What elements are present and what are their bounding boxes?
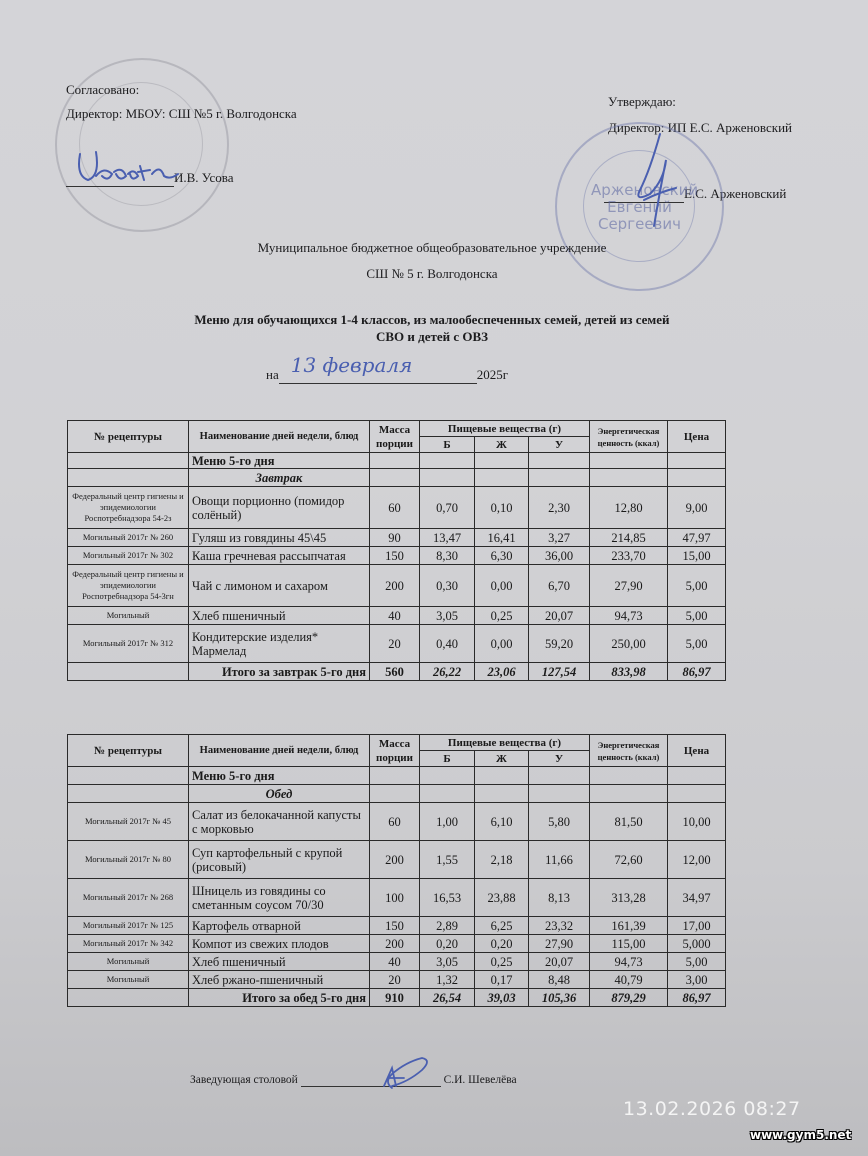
table-row: [68, 879, 726, 917]
recipe-source: Могильный 2017г № 302: [68, 547, 189, 565]
dish-name: Каша гречневая рассыпчатая: [189, 547, 370, 565]
energy-kcal: 161,39: [590, 917, 668, 935]
dish-name: Овощи порционно (помидор солёный): [189, 487, 370, 529]
approval-right-signatory: Е.С. Арженовский: [684, 186, 787, 201]
portion-mass: 200: [370, 841, 420, 879]
price: 5,00: [668, 953, 726, 971]
protein: 0,20: [420, 935, 475, 953]
portion-mass: 150: [370, 547, 420, 565]
portion-mass: 200: [370, 565, 420, 607]
date-line: [266, 353, 509, 384]
recipe-source: Могильный 2017г № 268: [68, 879, 189, 917]
recipe-source: Могильный: [68, 971, 189, 989]
footer-signatory: С.И. Шевелёва: [443, 1074, 517, 1086]
signature-sheveleva: [362, 1052, 432, 1094]
recipe-source: Могильный 2017г № 312: [68, 625, 189, 663]
total-price: 86,97: [668, 663, 726, 681]
approval-right-position: Директор: ИП Е.С. Арженовский: [608, 120, 792, 135]
recipe-source: Могильный 2017г № 45: [68, 803, 189, 841]
fat: 2,18: [475, 841, 529, 879]
portion-mass: 100: [370, 879, 420, 917]
fat: 6,30: [475, 547, 529, 565]
carbs: 3,27: [529, 529, 590, 547]
energy-kcal: 94,73: [590, 607, 668, 625]
approval-left-position: Директор: МБОУ: СШ №5 г. Волгодонска: [66, 106, 297, 121]
protein: 1,32: [420, 971, 475, 989]
recipe-source: Могильный 2017г № 80: [68, 841, 189, 879]
carbs: 8,48: [529, 971, 590, 989]
lunch-total-row: [68, 989, 726, 1007]
price: 9,00: [668, 487, 726, 529]
protein: 16,53: [420, 879, 475, 917]
total-label: Итого за завтрак 5-го дня: [189, 663, 370, 681]
carbs: 5,80: [529, 803, 590, 841]
header-dish: Наименование дней недели, блюд: [189, 735, 370, 767]
header-mass: Масса порции: [370, 735, 420, 767]
protein: 0,30: [420, 565, 475, 607]
footer-role: Заведующая столовой: [190, 1074, 298, 1086]
protein: 0,70: [420, 487, 475, 529]
total-zh: 39,03: [475, 989, 529, 1007]
portion-mass: 60: [370, 803, 420, 841]
header-b: Б: [420, 751, 475, 767]
total-energy: 879,29: [590, 989, 668, 1007]
price: 17,00: [668, 917, 726, 935]
protein: 2,89: [420, 917, 475, 935]
recipe-source: Могильный: [68, 953, 189, 971]
recipe-source: Федеральный центр гигиены и эпидемиологии Роспотребнадзора 54-2з: [68, 487, 189, 529]
fat: 0,00: [475, 565, 529, 607]
price: 12,00: [668, 841, 726, 879]
protein: 8,30: [420, 547, 475, 565]
table-row: [68, 529, 726, 547]
energy-kcal: 250,00: [590, 625, 668, 663]
price: 10,00: [668, 803, 726, 841]
meal-title-breakfast: Завтрак: [189, 469, 370, 487]
price: 47,97: [668, 529, 726, 547]
energy-kcal: 27,90: [590, 565, 668, 607]
energy-kcal: 40,79: [590, 971, 668, 989]
fat: 16,41: [475, 529, 529, 547]
document-title-line-2: СВО и детей с ОВЗ: [375, 329, 489, 344]
total-energy: 833,98: [590, 663, 668, 681]
price: 5,00: [668, 625, 726, 663]
fat: 0,25: [475, 953, 529, 971]
total-label: Итого за обед 5-го дня: [189, 989, 370, 1007]
header-u: У: [529, 437, 590, 453]
breakfast-rows: [68, 487, 726, 663]
photo-timestamp: 13.02.2026 08:27: [623, 1098, 801, 1120]
total-mass: 910: [370, 989, 420, 1007]
table-row: [68, 953, 726, 971]
portion-mass: 60: [370, 487, 420, 529]
fat: 0,20: [475, 935, 529, 953]
carbs: 6,70: [529, 565, 590, 607]
carbs: 20,07: [529, 607, 590, 625]
header-energy: Энергетическая ценность (ккал): [590, 735, 668, 767]
energy-kcal: 81,50: [590, 803, 668, 841]
energy-kcal: 72,60: [590, 841, 668, 879]
recipe-source: Могильный 2017г № 342: [68, 935, 189, 953]
price: 5,000: [668, 935, 726, 953]
price: 5,00: [668, 565, 726, 607]
energy-kcal: 214,85: [590, 529, 668, 547]
fat: 6,10: [475, 803, 529, 841]
table-row: [68, 607, 726, 625]
protein: 3,05: [420, 607, 475, 625]
recipe-source: Федеральный центр гигиены и эпидемиологии Роспотребнадзора 54-3гн: [68, 565, 189, 607]
table-row: [68, 487, 726, 529]
table-row: [68, 803, 726, 841]
protein: 1,00: [420, 803, 475, 841]
fat: 0,17: [475, 971, 529, 989]
recipe-source: Могильный 2017г № 125: [68, 917, 189, 935]
energy-kcal: 94,73: [590, 953, 668, 971]
header-u: У: [529, 751, 590, 767]
lunch-rows: [68, 803, 726, 989]
header-price: Цена: [668, 735, 726, 767]
total-mass: 560: [370, 663, 420, 681]
energy-kcal: 313,28: [590, 879, 668, 917]
portion-mass: 150: [370, 917, 420, 935]
footer-signature-line: [190, 1074, 517, 1087]
price: 5,00: [668, 607, 726, 625]
dish-name: Салат из белокачанной капусты с морковью: [189, 803, 370, 841]
carbs: 23,32: [529, 917, 590, 935]
date-suffix: 2025г: [476, 367, 509, 382]
carbs: 2,30: [529, 487, 590, 529]
portion-mass: 20: [370, 625, 420, 663]
recipe-source: Могильный: [68, 607, 189, 625]
fat: 23,88: [475, 879, 529, 917]
table-row: [68, 625, 726, 663]
table-row: [68, 547, 726, 565]
signature-usova: [74, 146, 184, 188]
protein: 0,40: [420, 625, 475, 663]
fat: 0,25: [475, 607, 529, 625]
stamp-name-text: Арженовский Евгений Сергеевич: [591, 181, 699, 233]
total-b: 26,22: [420, 663, 475, 681]
carbs: 20,07: [529, 953, 590, 971]
carbs: 27,90: [529, 935, 590, 953]
lunch-menu-table: [67, 734, 726, 1007]
table-row: [68, 935, 726, 953]
header-nutrients: Пищевые вещества (г): [420, 421, 590, 437]
header-b: Б: [420, 437, 475, 453]
header-price: Цена: [668, 421, 726, 453]
dish-name: Хлеб пшеничный: [189, 953, 370, 971]
breakfast-total-row: [68, 663, 726, 681]
header-recipe: № рецептуры: [68, 735, 189, 767]
portion-mass: 40: [370, 953, 420, 971]
recipe-source: Могильный 2017г № 260: [68, 529, 189, 547]
approval-right-heading: Утверждаю:: [608, 94, 676, 109]
table-row: [68, 565, 726, 607]
portion-mass: 40: [370, 607, 420, 625]
fat: 0,10: [475, 487, 529, 529]
table-row: [68, 841, 726, 879]
institution-line-1: Муниципальное бюджетное общеобразовательное учреждение: [257, 240, 607, 255]
dish-name: Хлеб ржано-пшеничный: [189, 971, 370, 989]
portion-mass: 20: [370, 971, 420, 989]
header-nutrients: Пищевые вещества (г): [420, 735, 590, 751]
header-energy: Энергетическая ценность (ккал): [590, 421, 668, 453]
dish-name: Чай с лимоном и сахаром: [189, 565, 370, 607]
portion-mass: 200: [370, 935, 420, 953]
dish-name: Кондитерские изделия* Мармелад: [189, 625, 370, 663]
dish-name: Картофель отварной: [189, 917, 370, 935]
total-zh: 23,06: [475, 663, 529, 681]
menu-day-title: Меню 5-го дня: [189, 453, 370, 469]
document-title-line-1: Меню для обучающихся 1-4 классов, из малообеспеченных семей, детей из семей: [194, 312, 670, 327]
header-dish: Наименование дней недели, блюд: [189, 421, 370, 453]
total-price: 86,97: [668, 989, 726, 1007]
dish-name: Гуляш из говядины 45\45: [189, 529, 370, 547]
total-u: 105,36: [529, 989, 590, 1007]
header-recipe: № рецептуры: [68, 421, 189, 453]
protein: 1,55: [420, 841, 475, 879]
institution-line-2: СШ № 5 г. Волгодонска: [366, 266, 498, 281]
signature-arzhenovsky: [620, 130, 690, 240]
table-row: [68, 971, 726, 989]
energy-kcal: 12,80: [590, 487, 668, 529]
price: 34,97: [668, 879, 726, 917]
dish-name: Компот из свежих плодов: [189, 935, 370, 953]
carbs: 36,00: [529, 547, 590, 565]
carbs: 59,20: [529, 625, 590, 663]
price: 15,00: [668, 547, 726, 565]
total-u: 127,54: [529, 663, 590, 681]
date-handwritten: 13 февраля: [290, 353, 413, 377]
protein: 13,47: [420, 529, 475, 547]
meal-title-lunch: Обед: [189, 785, 370, 803]
table-row: [68, 917, 726, 935]
header-zh: Ж: [475, 751, 529, 767]
header-mass: Масса порции: [370, 421, 420, 453]
carbs: 8,13: [529, 879, 590, 917]
portion-mass: 90: [370, 529, 420, 547]
approval-left-signatory: И.В. Усова: [174, 170, 234, 185]
breakfast-menu-table: [67, 420, 726, 681]
menu-day-title: Меню 5-го дня: [189, 767, 370, 785]
dish-name: Суп картофельный с крупой (рисовый): [189, 841, 370, 879]
header-zh: Ж: [475, 437, 529, 453]
price: 3,00: [668, 971, 726, 989]
date-prefix: на: [266, 367, 279, 382]
fat: 0,00: [475, 625, 529, 663]
dish-name: Шницель из говядины со сметанным соусом 70/30: [189, 879, 370, 917]
energy-kcal: 233,70: [590, 547, 668, 565]
total-b: 26,54: [420, 989, 475, 1007]
protein: 3,05: [420, 953, 475, 971]
carbs: 11,66: [529, 841, 590, 879]
approval-left-heading: Согласовано:: [66, 82, 140, 97]
fat: 6,25: [475, 917, 529, 935]
site-watermark: www.gym5.net: [750, 1128, 852, 1142]
dish-name: Хлеб пшеничный: [189, 607, 370, 625]
energy-kcal: 115,00: [590, 935, 668, 953]
